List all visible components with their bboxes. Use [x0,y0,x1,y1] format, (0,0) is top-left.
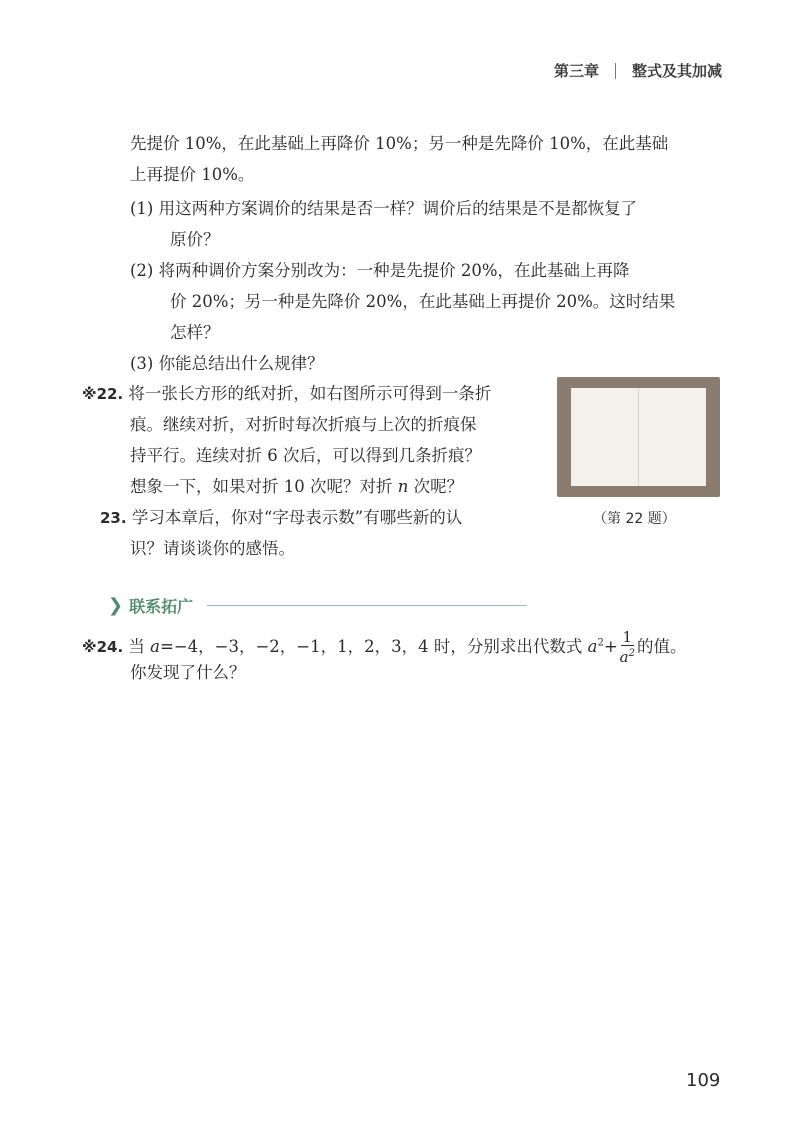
subquestion-1-cont: 原价？ [170,230,220,249]
figure-caption: （第 22 题） [593,511,676,527]
question-text: 将一张长方形的纸对折，如右图所示可得到一条折 [128,384,492,403]
question-23 [100,506,462,530]
question-22-line-3: 持平行。连续对折 6 次后，可以得到几条折痕？ [130,446,481,465]
chapter-label: 第三章 [553,62,599,80]
text-segment: 当 [128,637,151,656]
subquestion-2 [130,259,630,283]
section-heading [108,594,527,617]
fraction-denominator [620,646,635,665]
question-22 [82,382,491,406]
subquestion-2-cont-2: 怎样？ [170,323,220,342]
plus-sign: + [603,637,618,656]
running-header [554,60,722,81]
chevron-right-icon: ❯ [108,595,124,616]
subquestion-label: (3) [130,354,154,373]
question-22-line-4 [130,475,463,499]
intro-line-2: 上再提价 10%。 [130,165,255,184]
chapter-title: 整式及其加减 [631,62,722,80]
fraction-numerator: 1 [622,628,633,646]
section-rule [207,605,527,606]
folded-paper-photo [557,377,720,497]
question-23-line-2: 识？请谈谈你的感悟。 [130,539,295,558]
intro-line-1: 先提价 10%，在此基础上再降价 10%；另一种是先降价 10%，在此基础 [130,134,669,153]
question-24-line-2: 你发现了什么？ [130,663,246,682]
text-segment: 次呢？ [408,477,464,496]
question-number: ※22. [82,385,124,403]
fold-crease [638,388,639,486]
exponent: 2 [597,637,604,649]
question-number: ※24. [82,638,124,656]
variable-n: n [397,477,409,496]
question-22-line-2: 痕。继续对折，对折时每次折痕与上次的折痕保 [130,415,477,434]
subquestion-label: (2) [130,261,154,280]
subquestion-1 [130,197,637,221]
text-segment: =−4，−3，−2，−1，1，2，3，4 时，分别求出代数式 [160,637,588,656]
paper-sheet [571,388,706,486]
text-segment: 想象一下，如果对折 10 次呢？对折 [130,477,398,496]
expression-a: a [587,637,598,656]
subquestion-2-cont: 价 20%；另一种是先降价 20%，在此基础上再提价 20%。这时结果 [170,292,676,311]
question-24 [82,630,686,665]
question-number: 23. [100,509,127,527]
denominator-variable: a [619,648,629,666]
subquestion-text: 将两种调价方案分别改为：一种是先提价 20%，在此基础上再降 [158,261,630,280]
section-title: 联系拓广 [129,597,194,616]
fraction [620,630,635,665]
denominator-exponent: 2 [628,648,635,659]
header-divider [615,63,616,79]
page-number: 109 [686,1070,721,1091]
text-segment: 的值。 [636,637,687,656]
question-text: 学习本章后，你对“字母表示数”有哪些新的认 [131,508,463,527]
subquestion-text: 你能总结出什么规律？ [158,354,324,373]
variable-a: a [150,637,160,656]
subquestion-text: 用这两种方案调价的结果是否一样？调价后的结果是不是都恢复了 [158,199,638,218]
subquestion-label: (1) [130,199,154,218]
subquestion-3 [130,352,324,376]
